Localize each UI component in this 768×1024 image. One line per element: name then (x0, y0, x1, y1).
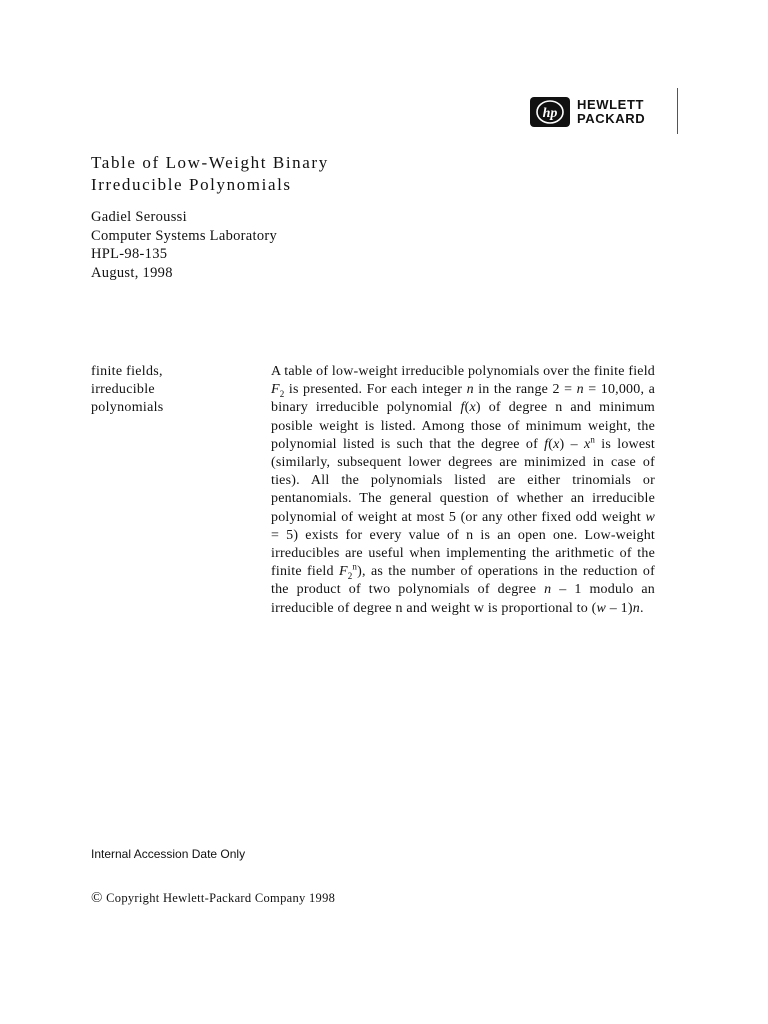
abstract-text: = 10,000, a binary irreducible polynomial (271, 382, 655, 416)
math-paren: ) (475, 400, 481, 416)
keyword-line-1: finite fields, (91, 364, 163, 379)
math-var: n (576, 382, 584, 398)
abstract (271, 363, 655, 618)
field-symbol: F (338, 564, 348, 580)
math-var: x (469, 400, 476, 416)
title-line-2: Irreducible Polynomials (91, 175, 292, 194)
math-var: n (544, 582, 552, 598)
keyword-line-2: irreducible (91, 382, 155, 398)
abstract-text: . (639, 600, 644, 616)
logo-divider (677, 88, 678, 134)
author: Gadiel Seroussi (91, 209, 187, 225)
keywords (91, 363, 164, 418)
keyword-line-3: polynomials (91, 400, 164, 416)
abstract-text: in the range 2 = (473, 382, 577, 398)
math-var: x (583, 436, 591, 452)
document-title (91, 152, 329, 196)
report-id: HPL-98-135 (91, 246, 168, 262)
copyright-notice (91, 890, 335, 906)
math-paren: ( (548, 436, 554, 452)
math-var: x (553, 436, 560, 452)
abstract-text: – (564, 436, 584, 452)
accession-note: Internal Accession Date Only (91, 847, 246, 861)
abstract-text: = 5) exists for every value of n is an open one. Low-weight irreducibles are useful when implementing the arithmetic of the finite field (271, 527, 655, 580)
hp-logo (530, 97, 645, 127)
abstract-text: A table of low-weight irreducible polynomials over the finite field (271, 364, 655, 379)
abstract-text: – 1) (606, 600, 633, 616)
abstract-text: ), as the number of operations in the reduction of the product of two polynomials of degree (271, 564, 655, 598)
document-meta (91, 208, 277, 282)
math-var: n (466, 382, 474, 398)
abstract-text: – 1 modulo an irreducible of degree n and weight w is proportional to ( (271, 582, 655, 616)
abstract-text: is presented. For each integer (284, 382, 467, 398)
logo-line-2: PACKARD (577, 111, 646, 126)
report-date: August, 1998 (91, 264, 173, 281)
abstract-text: of degree n and minimum posible weight is listed. Among those of minimum weight, the polynomial listed is such that the degree of (271, 400, 655, 452)
hp-logo-mark (530, 97, 570, 127)
field-subscript: 2 (279, 389, 285, 399)
math-var: f (460, 400, 465, 416)
math-var: w (645, 509, 655, 525)
math-superscript: n (590, 434, 596, 445)
copyright-symbol: © (91, 890, 103, 906)
logo-line-1: HEWLETT (577, 97, 645, 112)
copyright-text: Copyright Hewlett-Packard Company 1998 (102, 891, 336, 905)
field-subscript: 2 (347, 571, 353, 582)
hp-mark-text: hp (542, 106, 558, 121)
title-line-1: Table of Low-Weight Binary (91, 153, 329, 172)
math-var: w (596, 600, 607, 616)
math-var: n (632, 600, 640, 616)
math-paren: ( (464, 400, 470, 416)
abstract-text: is lowest (similarly, subsequent lower degrees are minimized in case of ties). All the polynomials listed are either trinomials or pentanomials. The general question of whether an irreducible polynomial of weight at most 5 (or any other fixed odd weight (271, 436, 655, 525)
laboratory: Computer Systems Laboratory (91, 227, 278, 244)
field-superscript: n (352, 561, 358, 572)
field-symbol: F (271, 382, 280, 398)
math-paren: ) (559, 436, 565, 452)
hp-logo-wordmark (577, 98, 645, 126)
math-var: f (544, 436, 549, 452)
